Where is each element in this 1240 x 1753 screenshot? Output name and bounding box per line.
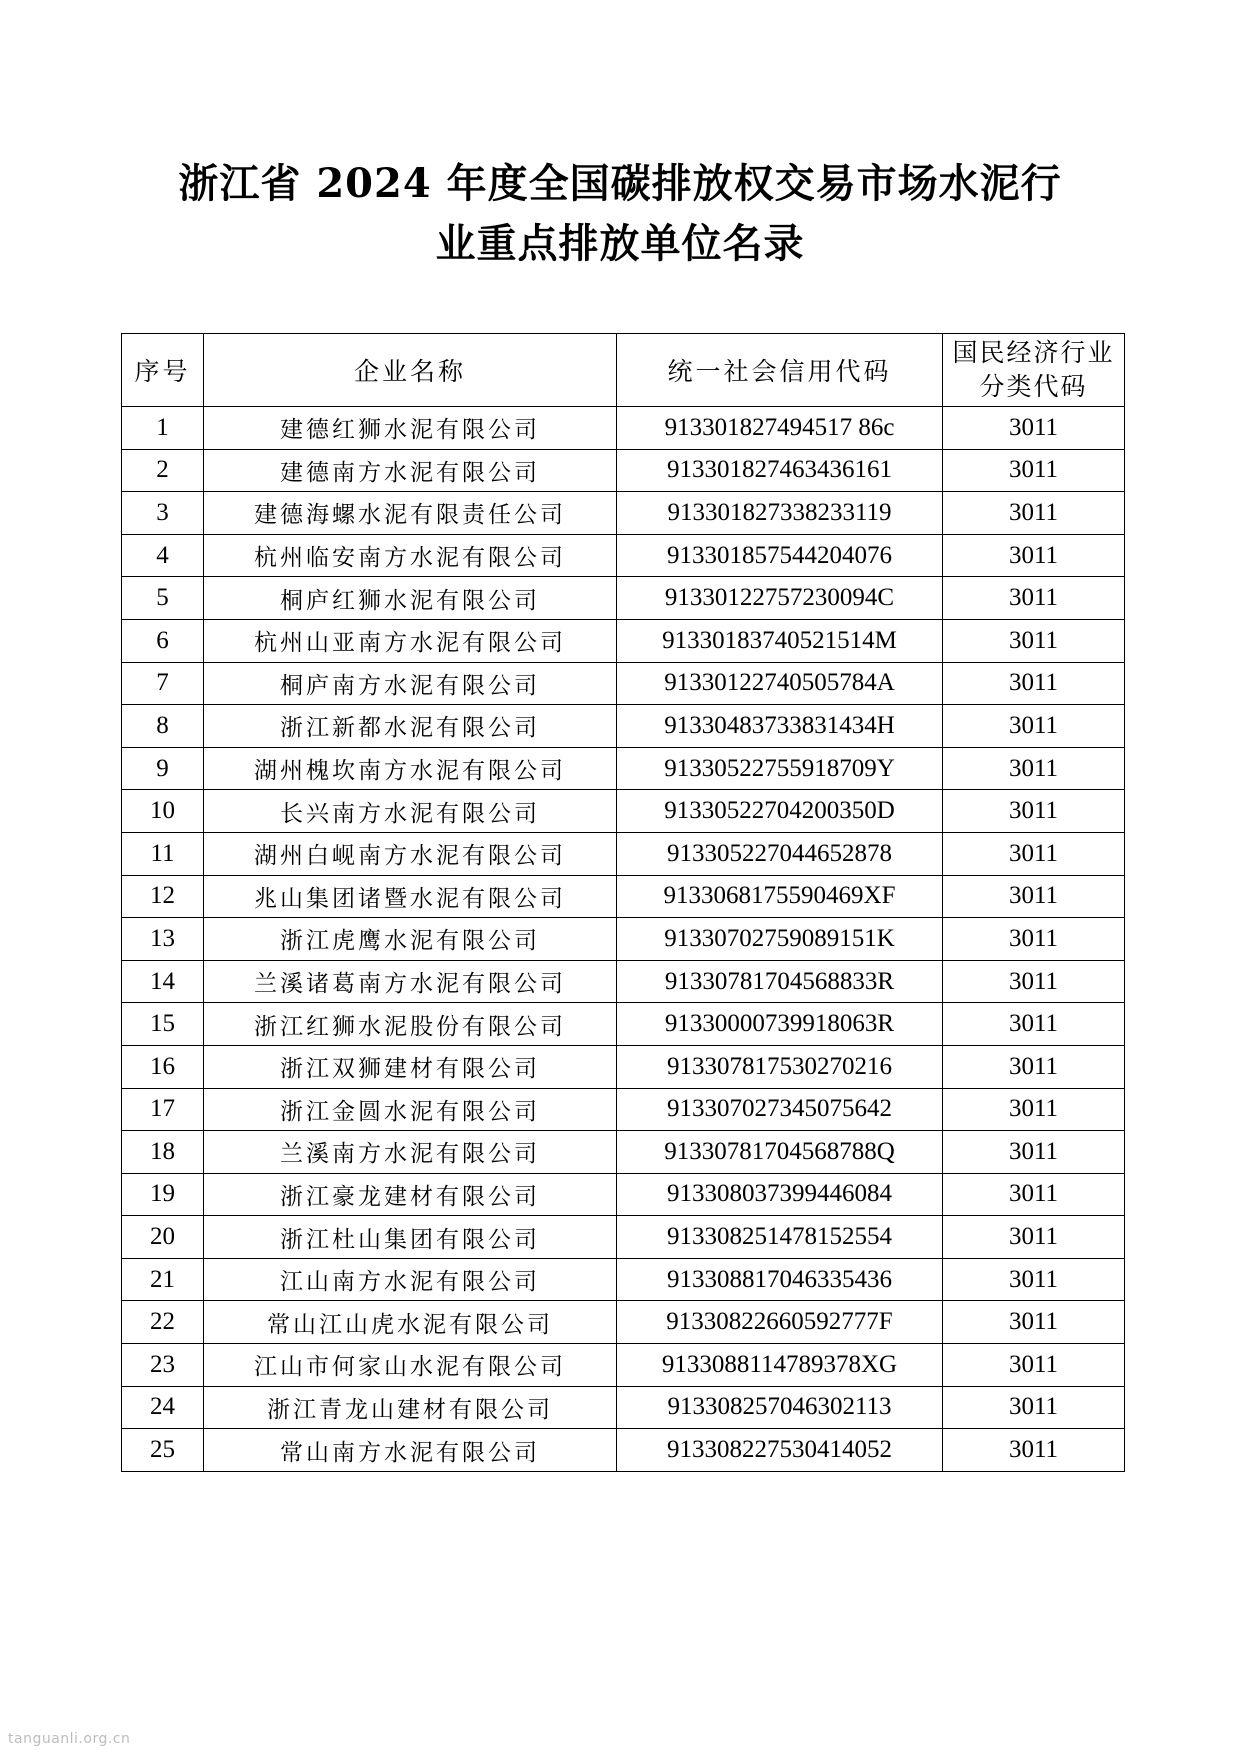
- cell-credit-code: 913301827338233119: [617, 492, 943, 535]
- cell-company-name: 湖州白岘南方水泥有限公司: [204, 832, 617, 875]
- cell-index: 18: [122, 1131, 204, 1174]
- cell-credit-code: 913308227530414052: [617, 1429, 943, 1472]
- cell-industry-code: 3011: [943, 960, 1125, 1003]
- cell-credit-code: 91330781704568788Q: [617, 1131, 943, 1174]
- cell-credit-code: 91330122757230094C: [617, 577, 943, 620]
- table-row: [122, 1258, 1125, 1301]
- cell-industry-code: 3011: [943, 662, 1125, 705]
- header-credit-code: 统一社会信用代码: [617, 334, 943, 407]
- header-company-name: 企业名称: [204, 334, 617, 407]
- cell-company-name: 建德红狮水泥有限公司: [204, 407, 617, 450]
- cell-industry-code: 3011: [943, 1216, 1125, 1259]
- cell-company-name: 浙江金圆水泥有限公司: [204, 1088, 617, 1131]
- table-row: [122, 492, 1125, 535]
- cell-company-name: 江山南方水泥有限公司: [204, 1258, 617, 1301]
- cell-index: 5: [122, 577, 204, 620]
- cell-credit-code: 913305227044652878: [617, 832, 943, 875]
- cell-index: 24: [122, 1386, 204, 1429]
- cell-company-name: 桐庐红狮水泥有限公司: [204, 577, 617, 620]
- cell-company-name: 浙江双狮建材有限公司: [204, 1045, 617, 1088]
- cell-credit-code: 9133068175590469XF: [617, 875, 943, 918]
- cell-industry-code: 3011: [943, 875, 1125, 918]
- table-row: [122, 832, 1125, 875]
- table-row: [122, 1216, 1125, 1259]
- cell-industry-code: 3011: [943, 1173, 1125, 1216]
- header-industry-code: 国民经济行业分类代码: [943, 334, 1125, 407]
- cell-index: 19: [122, 1173, 204, 1216]
- table-row: [122, 960, 1125, 1003]
- cell-industry-code: 3011: [943, 577, 1125, 620]
- table-header-row: [122, 334, 1125, 407]
- cell-industry-code: 3011: [943, 534, 1125, 577]
- cell-company-name: 浙江杜山集团有限公司: [204, 1216, 617, 1259]
- table-row: [122, 534, 1125, 577]
- cell-company-name: 浙江青龙山建材有限公司: [204, 1386, 617, 1429]
- table-row: [122, 619, 1125, 662]
- cell-industry-code: 3011: [943, 1088, 1125, 1131]
- cell-index: 20: [122, 1216, 204, 1259]
- table-row: [122, 705, 1125, 748]
- table-row: [122, 1344, 1125, 1387]
- cell-industry-code: 3011: [943, 1258, 1125, 1301]
- cell-credit-code: 913308257046302113: [617, 1386, 943, 1429]
- cell-industry-code: 3011: [943, 1003, 1125, 1046]
- table-row: [122, 1003, 1125, 1046]
- cell-credit-code: 913308251478152554: [617, 1216, 943, 1259]
- cell-company-name: 浙江红狮水泥股份有限公司: [204, 1003, 617, 1046]
- cell-industry-code: 3011: [943, 492, 1125, 535]
- cell-credit-code: 913307817530270216: [617, 1045, 943, 1088]
- cell-company-name: 桐庐南方水泥有限公司: [204, 662, 617, 705]
- cell-company-name: 兰溪南方水泥有限公司: [204, 1131, 617, 1174]
- cell-credit-code: 91330122740505784A: [617, 662, 943, 705]
- cell-index: 2: [122, 449, 204, 492]
- cell-credit-code: 913301827463436161: [617, 449, 943, 492]
- cell-credit-code: 913301827494517 86c: [617, 407, 943, 450]
- cell-index: 23: [122, 1344, 204, 1387]
- cell-index: 7: [122, 662, 204, 705]
- cell-index: 17: [122, 1088, 204, 1131]
- cell-industry-code: 3011: [943, 705, 1125, 748]
- cell-company-name: 浙江虎鹰水泥有限公司: [204, 918, 617, 961]
- cell-credit-code: 913308817046335436: [617, 1258, 943, 1301]
- cell-credit-code: 91330781704568833R: [617, 960, 943, 1003]
- table-row: [122, 1173, 1125, 1216]
- cell-index: 13: [122, 918, 204, 961]
- emission-units-table: [121, 333, 1125, 1472]
- cell-company-name: 浙江新都水泥有限公司: [204, 705, 617, 748]
- table-row: [122, 662, 1125, 705]
- cell-index: 9: [122, 747, 204, 790]
- cell-industry-code: 3011: [943, 449, 1125, 492]
- cell-index: 25: [122, 1429, 204, 1472]
- cell-industry-code: 3011: [943, 832, 1125, 875]
- cell-industry-code: 3011: [943, 1344, 1125, 1387]
- cell-credit-code: 91330483733831434H: [617, 705, 943, 748]
- table-row: [122, 1301, 1125, 1344]
- cell-company-name: 杭州临安南方水泥有限公司: [204, 534, 617, 577]
- cell-company-name: 建德海螺水泥有限责任公司: [204, 492, 617, 535]
- cell-company-name: 湖州槐坎南方水泥有限公司: [204, 747, 617, 790]
- table-body: [122, 407, 1125, 1472]
- cell-index: 12: [122, 875, 204, 918]
- cell-industry-code: 3011: [943, 1429, 1125, 1472]
- cell-credit-code: 913301857544204076: [617, 534, 943, 577]
- cell-credit-code: 91330000739918063R: [617, 1003, 943, 1046]
- cell-credit-code: 913308037399446084: [617, 1173, 943, 1216]
- cell-credit-code: 913307027345075642: [617, 1088, 943, 1131]
- cell-index: 11: [122, 832, 204, 875]
- cell-industry-code: 3011: [943, 747, 1125, 790]
- document-title-line-2: 业重点排放单位名录: [435, 220, 805, 267]
- cell-index: 4: [122, 534, 204, 577]
- cell-credit-code: 91330702759089151K: [617, 918, 943, 961]
- cell-company-name: 浙江豪龙建材有限公司: [204, 1173, 617, 1216]
- cell-industry-code: 3011: [943, 1386, 1125, 1429]
- cell-index: 21: [122, 1258, 204, 1301]
- cell-industry-code: 3011: [943, 619, 1125, 662]
- cell-index: 22: [122, 1301, 204, 1344]
- cell-index: 15: [122, 1003, 204, 1046]
- table-row: [122, 918, 1125, 961]
- cell-index: 6: [122, 619, 204, 662]
- cell-industry-code: 3011: [943, 407, 1125, 450]
- cell-company-name: 长兴南方水泥有限公司: [204, 790, 617, 833]
- cell-company-name: 常山江山虎水泥有限公司: [204, 1301, 617, 1344]
- cell-company-name: 建德南方水泥有限公司: [204, 449, 617, 492]
- table-row: [122, 875, 1125, 918]
- cell-credit-code: 91330522755918709Y: [617, 747, 943, 790]
- table-row: [122, 1131, 1125, 1174]
- cell-index: 16: [122, 1045, 204, 1088]
- cell-company-name: 江山市何家山水泥有限公司: [204, 1344, 617, 1387]
- table-row: [122, 1088, 1125, 1131]
- table-row: [122, 407, 1125, 450]
- watermark: tanguanli.org.cn: [8, 1731, 131, 1747]
- document-title-line-1: 浙江省 2024 年度全国碳排放权交易市场水泥行: [178, 160, 1062, 207]
- cell-industry-code: 3011: [943, 790, 1125, 833]
- cell-index: 8: [122, 705, 204, 748]
- cell-credit-code: 91330522704200350D: [617, 790, 943, 833]
- cell-company-name: 兰溪诸葛南方水泥有限公司: [204, 960, 617, 1003]
- table-row: [122, 449, 1125, 492]
- cell-industry-code: 3011: [943, 1301, 1125, 1344]
- table-row: [122, 577, 1125, 620]
- cell-credit-code: 91330822660592777F: [617, 1301, 943, 1344]
- table-row: [122, 1386, 1125, 1429]
- cell-industry-code: 3011: [943, 1045, 1125, 1088]
- cell-credit-code: 91330183740521514M: [617, 619, 943, 662]
- table-row: [122, 747, 1125, 790]
- cell-index: 3: [122, 492, 204, 535]
- cell-credit-code: 9133088114789378XG: [617, 1344, 943, 1387]
- table-row: [122, 1429, 1125, 1472]
- cell-industry-code: 3011: [943, 1131, 1125, 1174]
- table-row: [122, 790, 1125, 833]
- cell-industry-code: 3011: [943, 918, 1125, 961]
- header-index: 序号: [122, 334, 204, 407]
- table-row: [122, 1045, 1125, 1088]
- cell-index: 10: [122, 790, 204, 833]
- cell-index: 14: [122, 960, 204, 1003]
- cell-company-name: 兆山集团诸暨水泥有限公司: [204, 875, 617, 918]
- cell-company-name: 杭州山亚南方水泥有限公司: [204, 619, 617, 662]
- cell-index: 1: [122, 407, 204, 450]
- cell-company-name: 常山南方水泥有限公司: [204, 1429, 617, 1472]
